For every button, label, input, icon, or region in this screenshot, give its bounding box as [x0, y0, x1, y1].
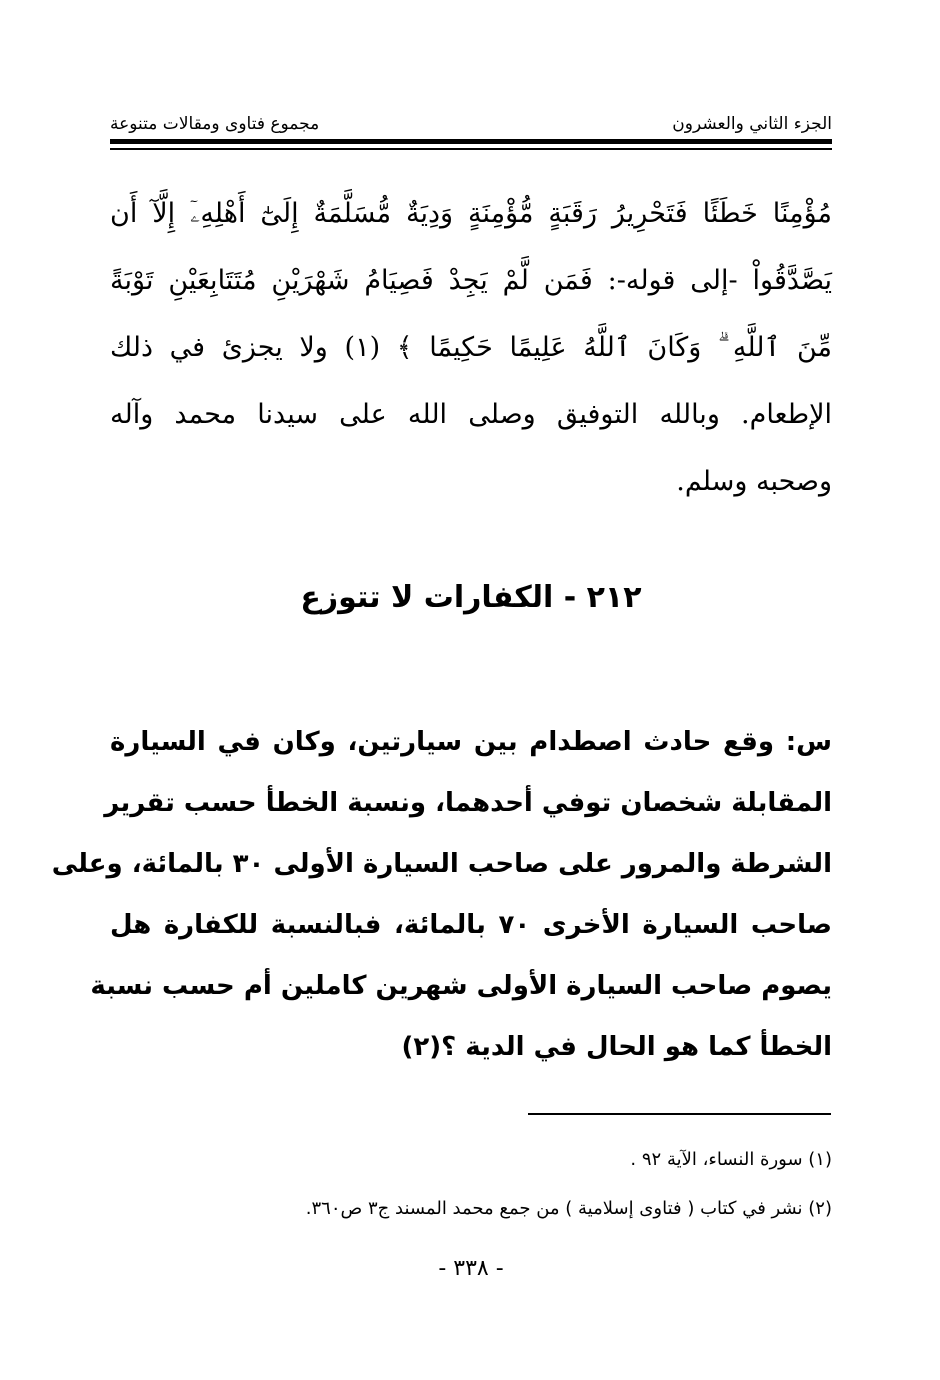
question-line: المقابلة شخصان توفي أحدهما، ونسبة الخطأ حسب تقرير [104, 788, 832, 818]
header-book-title: مجموع فتاوى ومقالات متنوعة [110, 114, 320, 134]
question-line: الخطأ كما هو الحال في الدية ؟(٢) [401, 1032, 832, 1062]
opening-line: مُؤْمِنًا خَطَئًا فَتَحْرِيرُ رَقَبَةٍ مُّؤْمِنَةٍ وَدِيَةٌ مُّسَلَّمَةٌ إِلَىٰٓ أَهْلِهِۦٓ إِلَّآ أَن [110, 198, 832, 229]
page-number: - ٣٣٨ - [438, 1256, 504, 1281]
question-line: الشرطة والمرور على صاحب السيارة الأولى ٣٠ بالمائة، وعلى [51, 849, 832, 879]
header-volume-title: الجزء الثاني والعشرون [672, 114, 832, 134]
header-rule-thick [110, 139, 832, 144]
opening-line: يَصَّدَّقُواْ -إلى قوله-: فَمَن لَّمْ يَجِدْ فَصِيَامُ شَهْرَيْنِ مُتَتَابِعَيْنِ تَوْبَةً [110, 265, 832, 296]
footnotes [110, 1148, 832, 1246]
running-header [110, 104, 832, 134]
question-paragraph [51, 712, 832, 1078]
footnote-2: (٢) نشر في كتاب ( فتاوى إسلامية ) من جمع محمد المسند ج٣ ص٣٦٠. [305, 1198, 832, 1219]
question-line: س: وقع حادث اصطدام بين سيارتين، وكان في السيارة [110, 727, 832, 757]
opening-line: الإطعام. وبالله التوفيق وصلى الله على سيدنا محمد وآله [110, 399, 832, 430]
question-line: يصوم صاحب السيارة الأولى شهرين كاملين أم حسب نسبة [90, 971, 832, 1001]
opening-line: وصحبه وسلم. [676, 466, 832, 497]
section-heading: ٢١٢ - الكفارات لا تتوزع [300, 580, 642, 615]
footnote-separator [528, 1113, 831, 1115]
opening-paragraph [110, 180, 832, 515]
footnote-1: (١) سورة النساء، الآية ٩٢ . [630, 1149, 832, 1170]
question-line: صاحب السيارة الأخرى ٧٠ بالمائة، فبالنسبة للكفارة هل [110, 910, 832, 940]
opening-line: مِّنَ ٱللَّهِ ۗ وَكَانَ ٱللَّهُ عَلِيمًا حَكِيمًا ﴾ (١) ولا يجزئ في ذلك [110, 332, 832, 363]
header-rule-thin [110, 148, 832, 150]
